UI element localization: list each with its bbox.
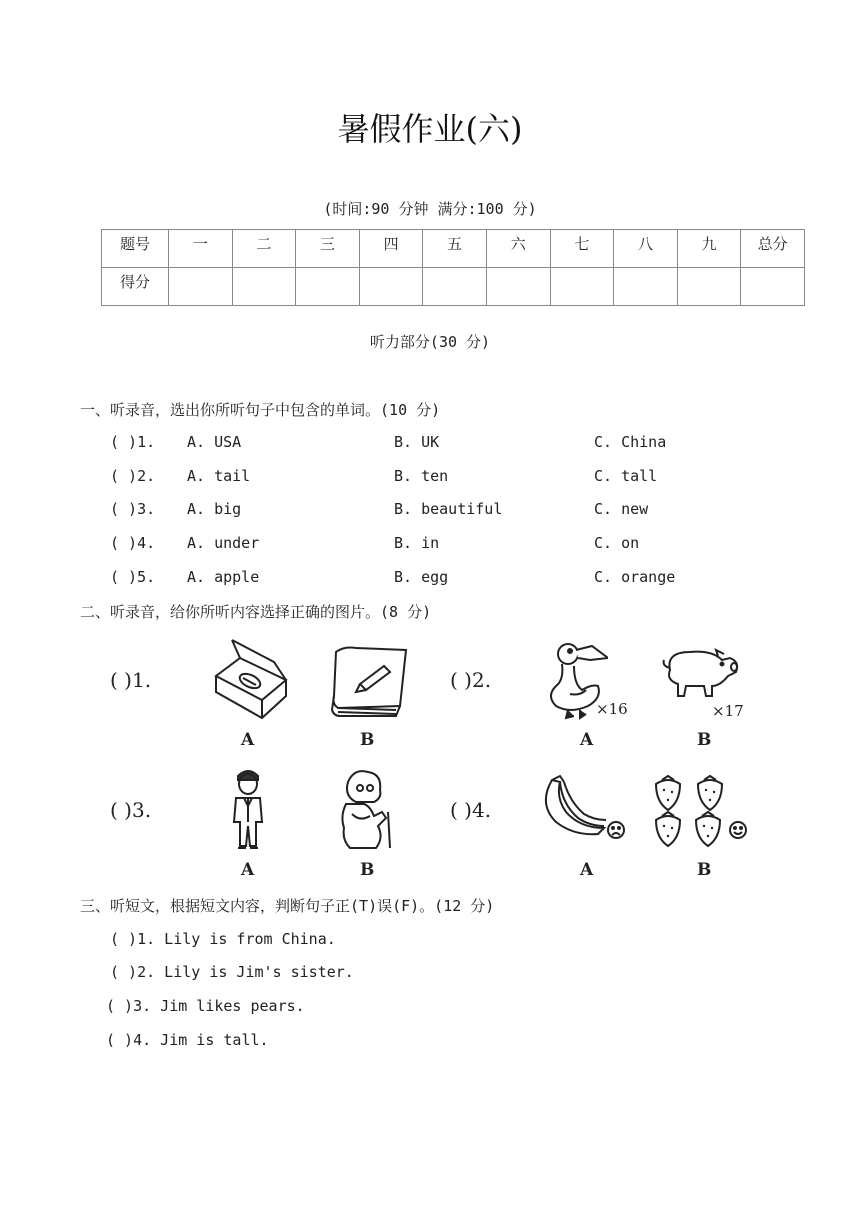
answer-blank[interactable]: ( )1. bbox=[110, 433, 156, 451]
table-cell: 总分 bbox=[741, 230, 805, 268]
option-b: B. ten bbox=[394, 467, 449, 485]
table-cell: 题号 bbox=[102, 230, 169, 268]
option-label-a: A bbox=[241, 860, 255, 880]
answer-blank-q3[interactable]: ( )3. bbox=[110, 798, 152, 822]
answer-blank-q1[interactable]: ( )1. bbox=[110, 668, 152, 692]
option-c: C. new bbox=[594, 500, 649, 518]
pig-count: ×17 bbox=[712, 702, 744, 720]
option-label-b: B bbox=[697, 860, 712, 880]
answer-blank[interactable]: ( )4. bbox=[110, 534, 156, 552]
list-item[interactable]: ( )2. Lily is Jim's sister. bbox=[110, 963, 354, 981]
option-a: A. under bbox=[187, 534, 260, 552]
answer-blank-q4[interactable]: ( )4. bbox=[450, 798, 492, 822]
table-cell: 九 bbox=[677, 230, 741, 268]
section-2-title: 二、听录音，给你所听内容选择正确的图片。(8 分) bbox=[80, 603, 432, 621]
score-table-header-row bbox=[102, 230, 805, 268]
answer-blank[interactable]: ( )2. bbox=[110, 467, 156, 485]
table-cell: 五 bbox=[423, 230, 487, 268]
list-item bbox=[0, 568, 860, 588]
score-cell[interactable] bbox=[359, 268, 423, 306]
answer-blank[interactable]: ( )3. bbox=[110, 500, 156, 518]
option-label-b: B bbox=[360, 860, 375, 880]
answer-blank[interactable]: ( )5. bbox=[110, 568, 156, 586]
score-table-score-row bbox=[102, 268, 805, 306]
table-cell: 六 bbox=[486, 230, 550, 268]
score-cell[interactable] bbox=[296, 268, 360, 306]
pig-icon[interactable] bbox=[660, 646, 740, 702]
score-cell[interactable] bbox=[550, 268, 614, 306]
score-cell[interactable] bbox=[169, 268, 233, 306]
option-label-a: A bbox=[580, 860, 594, 880]
list-item[interactable]: ( )4. Jim is tall. bbox=[106, 1031, 269, 1049]
bananas-icon[interactable] bbox=[538, 774, 628, 844]
table-cell: 七 bbox=[550, 230, 614, 268]
section-1-title: 一、听录音，选出你所听句子中包含的单词。(10 分) bbox=[80, 401, 441, 419]
score-cell[interactable] bbox=[614, 268, 678, 306]
table-cell: 二 bbox=[232, 230, 296, 268]
score-cell[interactable] bbox=[677, 268, 741, 306]
duck-count: ×16 bbox=[596, 700, 628, 718]
option-b: B. egg bbox=[394, 568, 449, 586]
list-item[interactable]: ( )1. Lily is from China. bbox=[110, 930, 336, 948]
option-c: C. on bbox=[594, 534, 640, 552]
score-table bbox=[101, 229, 805, 306]
score-cell[interactable] bbox=[486, 268, 550, 306]
option-a: A. apple bbox=[187, 568, 260, 586]
option-b: B. in bbox=[394, 534, 440, 552]
answer-blank-q2[interactable]: ( )2. bbox=[450, 668, 492, 692]
section-3-title: 三、听短文，根据短文内容，判断句子正(T)误(F)。(12 分) bbox=[80, 897, 495, 915]
score-cell[interactable] bbox=[232, 268, 296, 306]
option-label-a: A bbox=[580, 730, 594, 750]
exam-info: (时间:90 分钟 满分:100 分) bbox=[323, 200, 537, 218]
grandmother-icon[interactable] bbox=[334, 768, 398, 850]
option-label-b: B bbox=[697, 730, 712, 750]
strawberries-icon[interactable] bbox=[652, 774, 748, 848]
table-cell: 四 bbox=[359, 230, 423, 268]
list-item bbox=[0, 433, 860, 453]
list-item bbox=[0, 500, 860, 520]
option-c: C. tall bbox=[594, 467, 658, 485]
option-label-b: B bbox=[360, 730, 375, 750]
table-cell: 八 bbox=[614, 230, 678, 268]
listening-part-header: 听力部分(30 分) bbox=[369, 333, 491, 351]
list-item bbox=[0, 534, 860, 554]
option-label-a: A bbox=[241, 730, 255, 750]
table-cell: 一 bbox=[169, 230, 233, 268]
book-icon[interactable] bbox=[326, 644, 410, 720]
option-a: A. big bbox=[187, 500, 242, 518]
boy-icon[interactable] bbox=[230, 766, 266, 850]
pencil-box-icon[interactable] bbox=[210, 636, 290, 726]
table-cell: 得分 bbox=[102, 268, 169, 306]
option-c: C. China bbox=[594, 433, 667, 451]
list-item[interactable]: ( )3. Jim likes pears. bbox=[106, 997, 305, 1015]
option-c: C. orange bbox=[594, 568, 676, 586]
option-a: A. USA bbox=[187, 433, 242, 451]
score-cell[interactable] bbox=[423, 268, 487, 306]
option-b: B. beautiful bbox=[394, 500, 503, 518]
list-item bbox=[0, 467, 860, 487]
score-cell[interactable] bbox=[741, 268, 805, 306]
table-cell: 三 bbox=[296, 230, 360, 268]
option-b: B. UK bbox=[394, 433, 440, 451]
option-a: A. tail bbox=[187, 467, 251, 485]
page-title: 暑假作业(六) bbox=[337, 110, 523, 148]
